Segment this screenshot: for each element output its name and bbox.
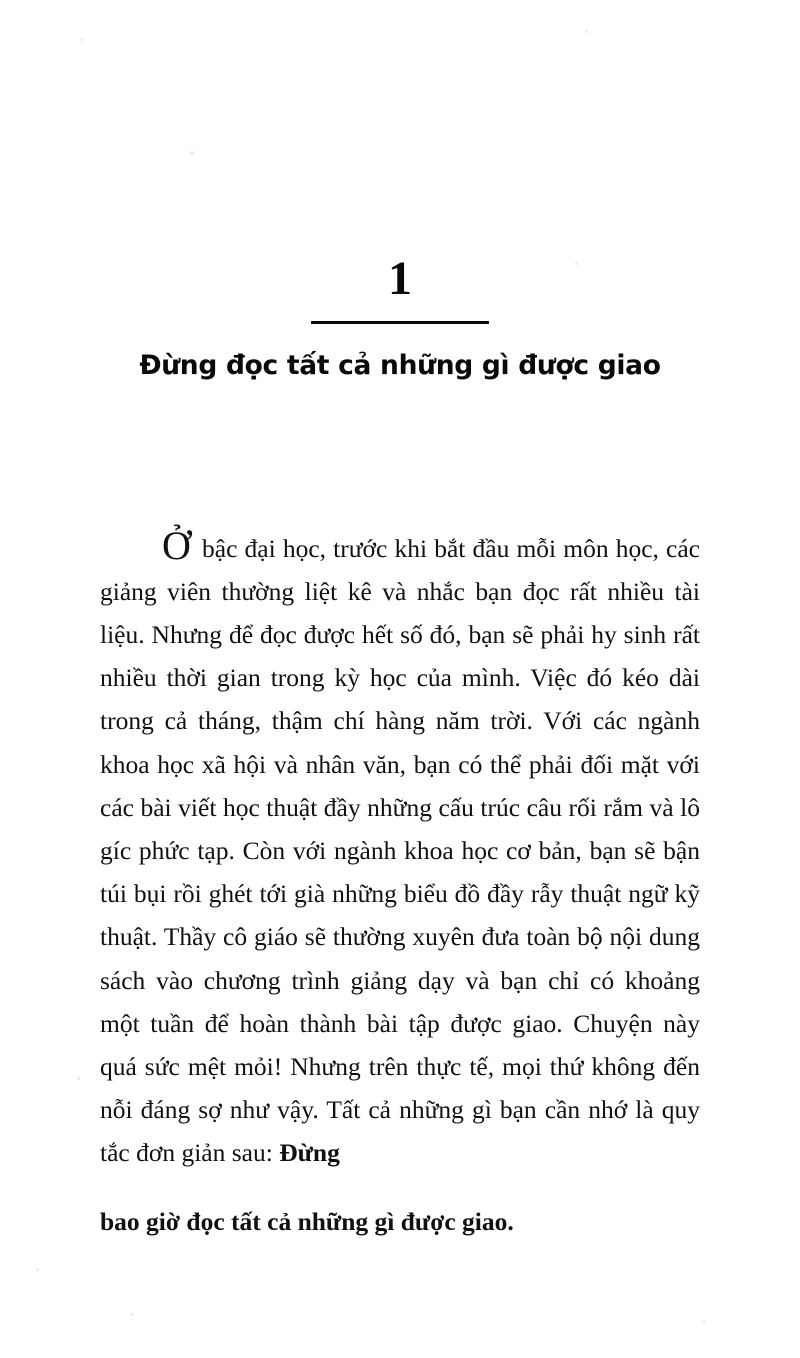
chapter-number: 1 [388,252,412,305]
paper-speck [703,1320,706,1323]
body-paragraph-text: bậc đại học, trước khi bắt đầu mỗi môn học, các giảng viên thường liệt kê và nhắc bạn đọc rất nhiều tài liệu. Nhưng để đọc được hết số đó, bạn sẽ phải hy sinh rất nhiều thời gian trong kỳ học của mình. Việc đó kéo dài trong cả tháng, thậm chí hàng năm trời. Với các ngành khoa học xã hội và nhân văn, bạn có thể phải đối mặt với các bài viết học thuật đầy những cấu trúc câu rối rắm và lô gíc phức tạp. Còn với ngành khoa học cơ bản, bạn sẽ bận túi bụi rồi ghét tới già những biểu đồ đầy rẫy thuật ngữ kỹ thuật. Thầy cô giáo sẽ thường xuyên đưa toàn bộ nội dung sách vào chương trình giảng dạy và bạn chỉ có khoảng một tuần để hoàn thành bài tập được giao. Chuyện này quá sức mệt mỏi! Nhưng trên thực tế, mọi thứ không đến nỗi đáng sợ như vậy. Tất cả những gì bạn cần nhớ là quy tắc đơn giản sau: [100,533,700,1168]
chapter-divider [311,321,489,324]
body-content [100,500,700,1243]
drop-cap: Ở [162,522,191,568]
paper-speck [585,30,588,33]
paper-speck [80,38,83,41]
paper-speck [77,1077,80,1080]
paper-speck [190,151,194,155]
body-paragraph-bold-inline: Đừng [279,1138,340,1168]
chapter-title: Đừng đọc tất cả những gì được giao [139,350,661,381]
body-paragraph [100,522,700,1175]
body-paragraph-bold-last-line: bao giờ đọc tất cả những gì được giao. [100,1207,514,1237]
paper-speck [130,1313,133,1316]
paper-speck [36,1268,39,1271]
chapter-heading [0,252,800,381]
